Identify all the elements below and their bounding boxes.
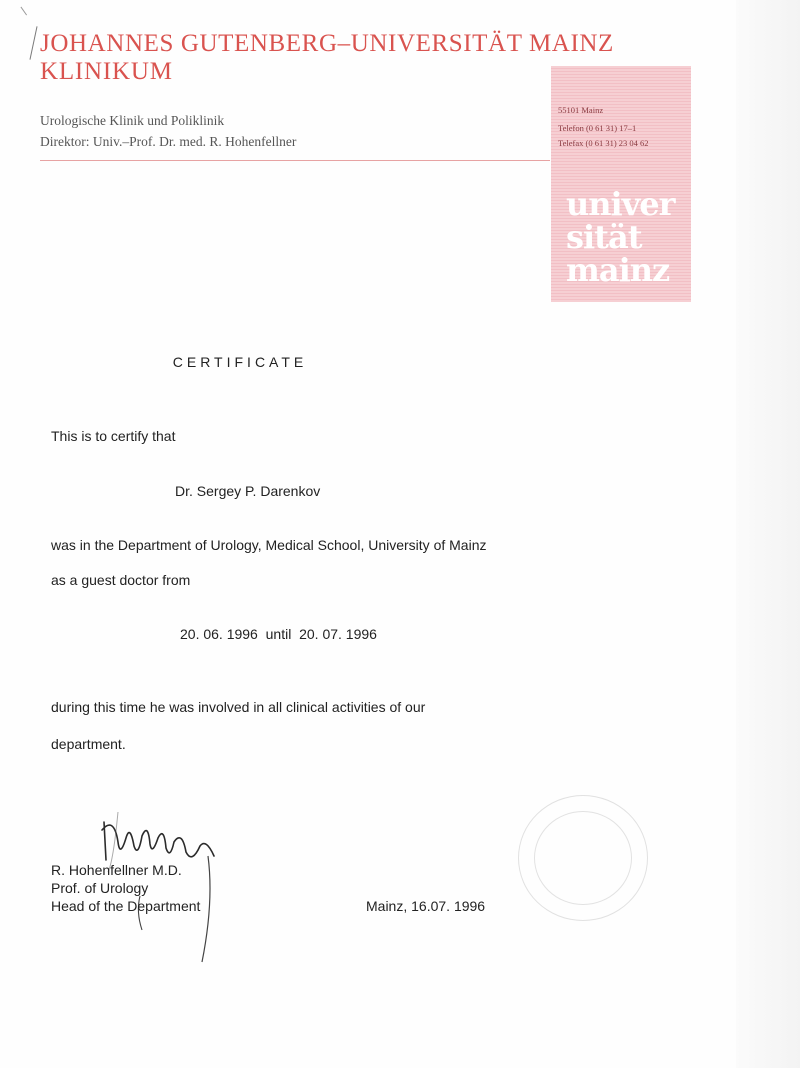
signatory-name: R. Hohenfellner M.D. bbox=[51, 862, 182, 878]
signatory-title: Prof. of Urology bbox=[51, 880, 149, 896]
recipient-name: Dr. Sergey P. Darenkov bbox=[175, 483, 321, 499]
body-line-3: during this time he was involved in all clinical activities of our bbox=[51, 699, 426, 715]
faded-stamp-inner-ring bbox=[534, 811, 632, 905]
logo-line-1: univer bbox=[566, 185, 675, 223]
signatory-role: Head of the Department bbox=[51, 898, 201, 914]
address-line: 55101 Mainz bbox=[558, 105, 604, 115]
department-name: Urologische Klinik und Poliklinik bbox=[40, 113, 225, 128]
body-line-1: was in the Department of Urology, Medical School, University of Mainz bbox=[51, 537, 487, 553]
director-line: Direktor: Univ.–Prof. Dr. med. R. Hohenfellner bbox=[40, 134, 297, 149]
logo-line-3: mainz bbox=[566, 251, 670, 289]
letterhead-divider bbox=[40, 160, 550, 161]
intro-text: This is to certify that bbox=[51, 428, 176, 444]
scan-mark bbox=[20, 0, 38, 15]
clinic-name: KLINIKUM bbox=[40, 58, 173, 85]
phone-line: Telefon (0 61 31) 17–1 bbox=[558, 123, 637, 133]
university-name: JOHANNES GUTENBERG–UNIVERSITÄT MAINZ bbox=[40, 30, 614, 57]
body-line-4: department. bbox=[51, 736, 126, 752]
body-line-2: as a guest doctor from bbox=[51, 572, 191, 588]
university-logo bbox=[566, 185, 676, 289]
page-edge-shadow bbox=[736, 0, 800, 1068]
certificate-heading: CERTIFICATE bbox=[172, 354, 308, 370]
pen-tick-mark bbox=[29, 26, 37, 59]
logo-line-2: sität bbox=[566, 218, 642, 256]
place-and-date: Mainz, 16.07. 1996 bbox=[366, 898, 486, 914]
fax-line: Telefax (0 61 31) 23 04 62 bbox=[558, 138, 649, 148]
date-range: 20. 06. 1996 until 20. 07. 1996 bbox=[180, 626, 377, 642]
